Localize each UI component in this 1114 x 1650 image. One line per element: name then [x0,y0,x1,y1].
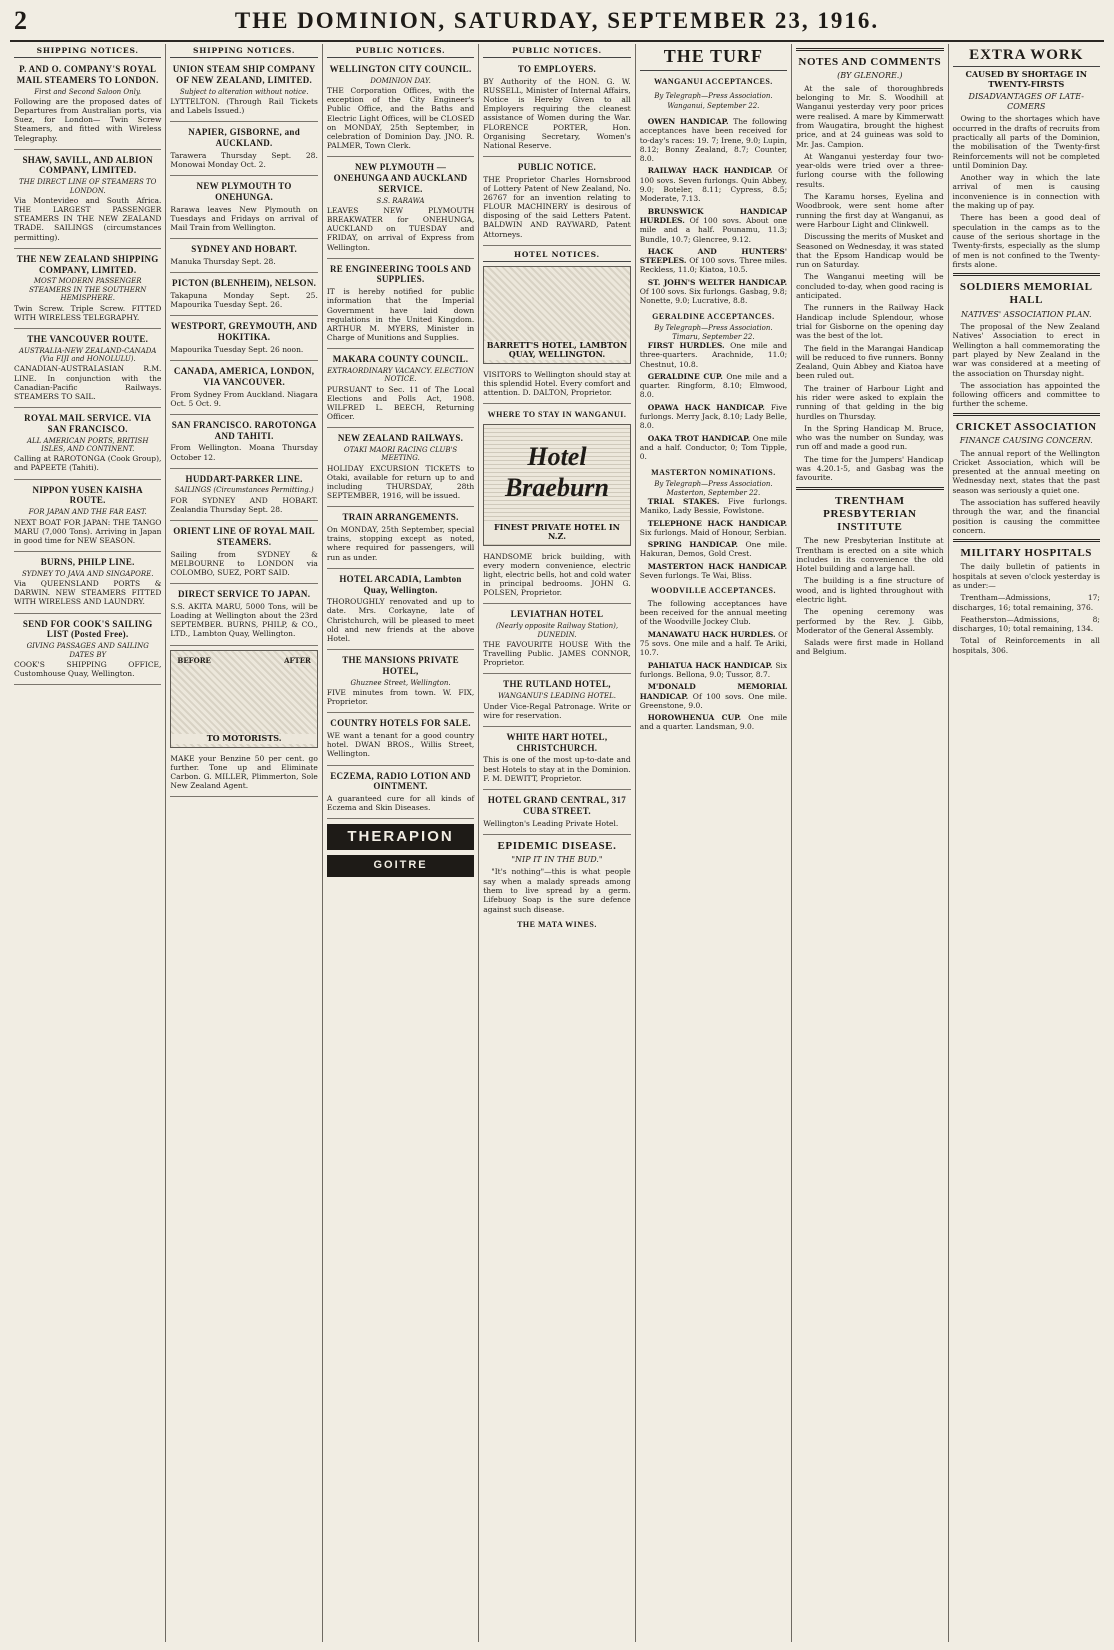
hotel-notices-header: HOTEL NOTICES. [483,248,630,262]
race-event-body: One mile and a quarter. Landsman, 9.0. [639,713,788,732]
notice-ad [170,586,317,645]
ad-body: Wellington's Leading Private Hotel. [483,818,619,828]
notice-ad [483,606,630,674]
article-epidemic [483,840,630,914]
race-event [640,403,787,431]
notice-ad [170,318,317,361]
article-body: "It's nothing"—this is what people say when a malady spreads among them to live spread by a germ. Lifebuoy Soap is the sure defence against such disease. [483,867,631,914]
article-paragraph: The association has appointed the following officers and committee to further the scheme. [952,380,1100,409]
ad-title: MAKARA COUNTY COUNCIL. [332,354,469,365]
race-event [640,713,787,732]
race-event-body: Six furlongs. Maid of Honour, Serbian. [639,527,787,537]
notice-ad [170,124,317,176]
mata-wines-heading: THE MATA WINES. [517,919,597,929]
article-paragraph: The building is a fine structure of wood, and is lighted throughout with electric light. [796,576,944,604]
ad-body: Takapuna Monday Sept. 25. Mapourika Tuesday Sept. 26. [170,290,318,310]
ad-body: THOROUGHLY renovated and up to date. Mrs. Corkayne, late of Christchurch, will be pleased to meet old and new friends at the above Hotel. [326,597,475,643]
race-event-title: GERALDINE CUP. [647,371,723,381]
race-event-body: Of 100 sovs. Six furlongs. Gasbag, 9.8; Nonette, 9.0; Lucrative, 8.8. [639,287,788,306]
illus-before-label: BEFORE [177,655,211,665]
race-event-title: SPRING HANDICAP. [647,540,739,550]
article-paragraph: The field in the Marangai Handicap will be reduced to five runners. Bonny Zealand, Quin Abbey and Kiatoa have been ruled out. [796,343,944,381]
race-event [640,341,787,369]
ad-body: FOR SYDNEY AND HOBART. Zealandia Thursday Sept. 28. [170,495,318,514]
race-event-title: FIRST HURDLES. [647,340,725,350]
ad-title: NIPPON YUSEN KAISHA ROUTE. [32,484,143,506]
ad-title: PUBLIC NOTICE. [517,161,597,172]
motorists-illustration [170,650,317,748]
race-event [640,630,787,658]
race-event [640,247,787,275]
article-title: NOTES AND COMMENTS [798,56,942,68]
article-military-hospitals [953,539,1100,655]
race-event [640,497,787,516]
ad-title: ECZEMA, RADIO LOTION AND OINTMENT. [330,770,471,792]
article-paragraph: The daily bulletin of patients in hospitals at seven o'clock yesterday is as under:— [952,562,1100,590]
ad-title: NAPIER, GISBORNE, and AUCKLAND. [188,127,301,149]
ad-body: HANDSOME brick building, with every modern convenience, electric light, electric bells, hot and cold water in principal bedrooms. JOHN G. POLSEN, Proprietor. [483,551,631,598]
ad-subtitle: S.S. RARAWA [376,196,425,205]
article-title: TRENTHAM PRESBYTERIAN INSTITUTE [823,494,917,534]
ad-body: FIVE minutes from town. W. FIX, Proprietor. [326,688,475,707]
ad-body: HOLIDAY EXCURSION TICKETS to Otaki, available for return up to and including THURSDAY, 28th SEPTEMBER, 1916, will be issued. [326,463,475,501]
notice-ad [170,178,317,239]
ad-title: SEND FOR COOK'S SAILING LIST (Posted Free). [22,618,153,640]
race-event-title: OAKA TROT HANDICAP. [647,433,751,443]
article-paragraph: The time for the Jumpers' Handicap was 4.20.1-5, and Gasbag was the favourite. [796,454,944,483]
ad-barretts-hotel [483,368,630,404]
ad-title: COUNTRY HOTELS FOR SALE. [330,718,471,729]
ad-subtitle: DOMINION DAY. [370,76,431,85]
ad-subtitle: WANGANUI'S LEADING HOTEL. [497,692,616,701]
article-deck: CAUSED BY SHORTAGE IN TWENTY-FIRSTS [965,69,1088,89]
illus-caption: BARRETT'S HOTEL, LAMBTON QUAY, WELLINGTON. [484,341,629,360]
race-event [640,434,787,462]
article-paragraph: The trainer of Harbour Light and his rider were asked to explain the running of that gelding in the big hurdles on Thursday. [796,383,944,421]
ad-title: THE VANCOUVER ROUTE. [27,333,149,344]
notice-ad [327,509,474,568]
woodville-heading: WOODVILLE ACCEPTANCES. [650,586,776,596]
ad-body: From Sydney From Auckland. Niagara Oct. 5 Oct. 9. [170,389,318,408]
ad-title: THE NEW ZEALAND SHIPPING COMPANY, LIMITED. [16,253,159,275]
ad-title: SYDNEY AND HOBART. [191,244,298,255]
geraldine-heading: GERALDINE ACCEPTANCES. [652,311,775,321]
ad-title: WELLINGTON CITY COUNCIL. [329,64,472,74]
ad-subtitle: SYDNEY TO JAVA AND SINGAPORE. [21,569,154,578]
column-header: PUBLIC NOTICES. [483,44,630,58]
notice-ad [170,363,317,415]
ad-title: THE MANSIONS PRIVATE HOTEL, [342,655,459,676]
dateline: Masterton, September 22. [666,488,761,497]
article-paragraph: Owing to the shortages which have occurred in the drafts of recruits from practically all parts of the Dominion, the mobilisation of the Twenty-first Reinforcements will not be completed until Dominion Day. [952,114,1100,170]
article-title: MILITARY HOSPITALS [960,547,1093,560]
race-event-title: TELEPHONE HACK HANDICAP. [647,518,788,528]
notice-ad [327,61,474,157]
ad-subtitle: OTAKI MAORI RACING CLUB'S MEETING. [343,446,458,463]
ad-body: A guaranteed cure for all kinds of Eczema and Skin Diseases. [326,794,475,813]
notice-ad [327,430,474,507]
page-columns [10,44,1104,1642]
page-number: 2 [14,6,27,35]
ad-body: PURSUANT to Sec. 11 of The Local Elections and Polls Act, 1908. WILFRED L. BEECH, Returning Officer. [326,384,475,422]
article-extra-work [953,44,1100,269]
notice-ad [483,729,630,790]
ad-title: TO EMPLOYERS. [517,64,597,74]
ad-motorists [170,752,317,798]
notice-ad [327,571,474,650]
ad-body: BY Authority of the HON. G. W. RUSSELL, Minister of Internal Affairs, Notice is Hereby Given to all Employers requiring the cleanest assistance of Women during the War. FLORENCE PORTER, Hon. Organising Secretary, Women's National Reserve. [483,76,631,150]
ad-title: CANADA, AMERICA, LONDON, VIA VANCOUVER. [173,365,315,387]
notice-ad [327,159,474,258]
ad-title: HOTEL ARCADIA, Lambton Quay, Wellington. [339,573,462,595]
ad-subtitle: EXTRAORDINARY VACANCY. ELECTION NOTICE. [327,366,474,384]
press-credit: By Telegraph—Press Association. [654,324,773,333]
race-event-body: Five furlongs. Merry Jack, 8.10; Lady Belle, 8.0. [639,402,788,431]
ad-body: Twin Screw. Triple Screw. FITTED WITH WIRELESS TELEGRAPHY. [14,303,162,322]
notice-ad [14,331,161,408]
notice-ad [327,261,474,349]
wanganui-dateline [640,89,787,115]
ad-subtitle: THE DIRECT LINE OF STEAMERS TO LONDON. [19,178,157,195]
ad-body: NEXT BOAT FOR JAPAN: THE TANGO MARU (7,000 Tons). Arriving in Japan in good time for NEW SEASON. [14,517,162,545]
race-event-body: Of 100 sovs. Seven furlongs. Quin Abbey, 9.0; Boteler, 8.11; Cypress, 8.5; Moderate, 7.13. [639,166,788,204]
article-trentham [796,487,943,657]
ad-subtitle: MOST MODERN PASSENGER STEAMERS IN THE SOUTHERN HEMISPHERE. [29,277,147,303]
column-header: SHIPPING NOTICES. [14,44,161,58]
notice-ad [170,241,317,273]
ad-body: S.S. AKITA MARU, 5000 Tons, will be Loading at Wellington about the 23rd SEPTEMBER. BURNS, PHILP, & CO., LTD., Lambton Quay, Wellington. [170,601,318,639]
article-cricket [953,413,1100,535]
ad-subtitle: SAILINGS (Circumstances Permitting.) [174,486,314,495]
race-event-body: Of 75 sovs. One mile and a half. Te Ariki, 10.7. [639,629,788,658]
article-paragraph: The annual report of the Wellington Cricket Association, which will be presented at the annual meeting on Wednesday next, states that the past season was seriously a quiet one. [952,448,1100,495]
ad-title: THE RUTLAND HOTEL, [503,679,611,690]
race-event [640,661,787,680]
article-paragraph: The Karamu horses, Eyelina and Woodbrook, were sent home after running the first day at Wanganui, as were Harbour Light and Clinkwell. [796,192,944,229]
ad-body: COOK'S SHIPPING OFFICE, Customhouse Quay, Wellington. [14,660,162,679]
notice-ad [483,61,630,157]
article-paragraph: The opening ceremony was performed by the Rev. J. Gibb, Moderator of the General Assembly. [796,607,944,635]
ad-title: P. AND O. COMPANY'S ROYAL MAIL STEAMERS TO LONDON. [16,64,159,85]
race-event [640,519,787,538]
ad-body: MAKE your Benzine 50 per cent. go further. Tone up and Eliminate Carbon. G. MILLER, Plimmerton, Sole New Zealand Agent. [170,753,318,790]
notice-ad [14,554,161,614]
ad-title: WESTPORT, GREYMOUTH, AND HOKITIKA. [171,321,318,342]
press-credit: By Telegraph—Press Association. [654,92,773,101]
article-paragraph: There has been a good deal of speculation in the camps as to the cause of the serious shortage in the Twenty-firsts, especially as the slump of men is not confined to the Twenty-firsts alone. [952,213,1100,269]
column-header: PUBLIC NOTICES. [327,44,474,58]
article-deck: "NIP IT IN THE BUD." [511,854,603,864]
masterton-heading: MASTERTON NOMINATIONS. [651,467,776,477]
article-title: CRICKET ASSOCIATION [955,420,1097,433]
race-event-title: BRUNSWICK HANDICAP HURDLES. [639,206,788,225]
ad-subtitle: ALL AMERICAN PORTS, BRITISH ISLES, AND CONTINENT. [26,436,149,453]
therapion-logo: THERAPION [327,824,474,850]
wanganui-acceptances-heading: WANGANUI ACCEPTANCES. [653,76,773,86]
article-notes-and-comments [796,48,943,483]
dateline: Timaru, September 22. [672,332,755,341]
ad-title: LEVIATHAN HOTEL [510,609,604,620]
article-paragraph: The Wanganui meeting will be concluded to-day, when good racing is anticipated. [796,272,944,301]
ad-title: BURNS, PHILP LINE. [40,557,135,568]
notice-ad [327,652,474,713]
notice-ad [483,792,630,835]
ad-subtitle: Subject to alteration without notice. [179,87,309,96]
ad-body: WE want a tenant for a good country hotel. DWAN BROS., Willis Street, Wellington. [326,731,475,759]
ad-body: THE FAVOURITE HOUSE With the Travelling Public. JAMES CONNOR, Proprietor. [483,640,631,668]
race-event-title: OWEN HANDICAP. [647,116,729,126]
rule [796,48,943,51]
column-turf [636,44,792,1642]
column-public-notices-2 [479,44,635,1642]
ad-title: WHITE HART HOTEL, CHRISTCHURCH. [506,731,608,753]
notice-ad [170,275,317,316]
ad-subtitle: First and Second Saloon Only. [34,87,142,96]
race-event-body: Six furlongs. Bellona, 9.0; Tussor, 8.7. [639,660,788,679]
ad-braeburn [483,550,630,605]
race-event-body: Seven furlongs. Te Wai, Bliss. [639,571,752,580]
column-shipping-2 [166,44,322,1642]
notice-ad [14,152,161,249]
race-event [640,372,787,400]
ad-title: HUDDART-PARKER LINE. [185,473,303,484]
ad-title: NEW PLYMOUTH — ONEHUNGA AND AUCKLAND SERVICE. [333,162,468,194]
article-title: EXTRA WORK [953,44,1100,67]
article-byline: (BY GLENORE.) [837,71,903,81]
ad-body: Following are the proposed dates of Departures from Australian ports, via Suez, for London— Twin Screw Steamers, and fitted with Wireless Telegraphy. [14,96,162,143]
race-event-title: M'DONALD MEMORIAL HANDICAP. [639,682,788,701]
ad-body: THE Proprietor Charles Hornsbrood of Lottery Patent of New Zealand, No. 26767 for an invention relating to FLOUR MACHINERY is desirous of disposing of the said Letters Patent. BALDWIN AND RAYWARD, Patent Attorneys. [483,174,631,239]
notice-ad [14,251,161,329]
masthead [0,0,1114,36]
race-event-body: Of 100 sovs. Three miles. Reckless, 11.0; Kiatoa, 10.5. [639,256,788,275]
ad-body: Calling at RAROTONGA (Cook Group), and PAPEETE (Tahiti). [14,454,162,473]
notice-ad [14,61,161,150]
press-credit: By Telegraph—Press Association. [654,480,773,489]
ad-body: LEAVES NEW PLYMOUTH BREAKWATER for ONEHUNGA, AUCKLAND on TUESDAY and FRIDAY, on arrival of Express from Wellington. [326,205,475,252]
article-paragraph: Trentham—Admissions, 17; discharges, 16; total remaining, 376. [952,593,1100,612]
ad-body: On MONDAY, 25th September, special trains, stopping except as noted, where required for passengers, will run as under. [326,525,475,562]
article-paragraph: The association has suffered heavily through the war, and the financial position is causing the committee concern. [952,498,1100,535]
newspaper-title: THE DOMINION, SATURDAY, SEPTEMBER 23, 1916. [234,8,880,33]
illus-after-label: AFTER [284,655,311,665]
article-title: SOLDIERS MEMORIAL HALL [959,281,1093,307]
ad-body: LYTTELTON. (Through Rail Tickets and Labels Issued.) [170,96,318,116]
article-title: EPIDEMIC DISEASE. [497,839,617,852]
ad-title: ROYAL MAIL SERVICE. VIA SAN FRANCISCO. [24,412,152,434]
ad-title: UNION STEAM SHIP COMPANY OF NEW ZEALAND, LIMITED. [172,64,316,85]
masthead-rule [10,40,1104,42]
notice-ad [14,482,161,552]
race-event-body: One mile and three-quarters. Arachnide, 11.0; Chestnut, 10.8. [639,340,788,369]
race-event-body: One mile. Hakuran, Demos, Gold Crest. [639,540,788,559]
article-paragraph: Total of Reinforcements in all hospitals, 306. [952,636,1100,655]
race-event-title: OPAWA HACK HANDICAP. [647,402,765,412]
article-deck: FINANCE CAUSING CONCERN. [959,435,1093,445]
race-event-body: Of 100 sovs. One mile. Greenstone, 9.0. [639,691,788,710]
ad-subtitle: Ghuznee Street, Wellington. [350,678,451,687]
race-event-title: MANAWATU HACK HURDLES. [647,629,776,639]
article-paragraph: The proposal of the New Zealand Natives' Association to erect in Wellington a hall commemorating the part played by New Zealand in the war was considered at a meeting of the association on Thursday night. [952,322,1100,378]
article-paragraph: At the sale of thoroughbreds belonging to Mr. S. Woodhill at Wanganui yesterday very poor prices were realised. A mare by Kimmerwatt from Waugatira, brought the highest price, and at 24 guineas was sold to Mr. Jas. Campion. [796,83,944,149]
race-event [640,540,787,559]
ad-body: Mapourika Tuesday Sept. 26 noon. [170,344,304,354]
ad-body: IT is hereby notified for public information that the Imperial Government have laid down regulations in the United Kingdom. ARTHUR M. MYERS, Minister in Charge of Munitions and Supplies. [326,287,475,342]
ad-body: THE Corporation Offices, with the exception of the City Engineer's Public Office, and the Baths and Electric Light Offices, will be CLOSED on MONDAY, 25th September, in celebration of Dominion Day. JNO. R. PALMER, Town Clerk. [326,86,475,151]
ad-body: Manuka Thursday Sept. 28. [170,256,276,266]
ad-subtitle: AUSTRALIA-NEW ZEALAND-CANADA (Via FIJI and HONOLULU). [18,346,157,363]
notice-ad [483,676,630,726]
ad-body: CANADIAN-AUSTRALASIAN R.M. LINE. In conjunction with the Canadian-Pacific Railways. STEAMERS TO SAIL. [14,364,162,401]
notice-ad [170,61,317,122]
ad-body: Under Vice-Regal Patronage. Write or wire for reservation. [483,701,631,720]
race-event-title: ST. JOHN'S WELTER HANDICAP. [647,277,788,287]
race-event-body: Five furlongs. Maniko, Lady Bessie, Fowlstone. [639,496,788,516]
race-event-title: HACK AND HUNTERS' STEEPLES. [639,246,788,266]
ad-body: From Wellington. Moana Thursday October 12. [170,443,318,462]
ad-body: Tarawera Thursday Sept. 28. Monowai Monday Oct. 2. [170,150,318,169]
race-event [640,682,787,710]
ad-title: SAN FRANCISCO. RAROTONGA AND TAHITI. [171,419,317,441]
notice-ad [14,410,161,480]
race-event [640,278,787,306]
ad-title: SHAW, SAVILL, AND ALBION COMPANY, LIMITED. [22,154,153,176]
race-event-title: PAHIATUA HACK HANDICAP. [647,660,773,670]
article-deck: NATIVES' ASSOCIATION PLAN. [960,309,1092,319]
column-header: SHIPPING NOTICES. [170,44,317,58]
article-paragraph: Salads were first made in Holland and Belgium. [796,638,944,657]
article-soldiers-memorial [953,273,1100,409]
notice-ad [483,159,630,246]
article-paragraph: The new Presbyterian Institute at Trentham is erected on a site which includes in its convenience the old Hotel building and a large hall. [796,536,944,574]
race-event-body: One mile and a quarter. Ringform, 8.10; Elmwood, 8.0. [639,371,788,400]
braeburn-script-title: Hotel Braeburn [504,441,609,502]
race-event [640,207,787,244]
race-event-title: RAILWAY HACK HANDICAP. [647,166,773,176]
article-paragraph: Another way in which the late arrival of men is causing inconvenience is in connection with the making up of pay. [952,173,1100,211]
ad-title: NEW ZEALAND RAILWAYS. [337,433,464,444]
rule [953,273,1100,276]
race-event [640,562,787,581]
illus-caption: TO MOTORISTS. [171,734,316,744]
woodville-intro: The following acceptances have been received for the annual meeting of the Woodville Jockey Club. [639,598,788,627]
ad-title: TRAIN ARRANGEMENTS. [342,512,459,523]
ad-body: Sailing from SYDNEY & MELBOURNE to LONDON via COLOMBO, SUEZ, PORT SAID. [170,549,318,577]
article-paragraph: Featherston—Admissions, 8; discharges, 10; total remaining, 134. [952,614,1100,634]
ad-title: NEW PLYMOUTH TO ONEHUNGA. [196,181,292,202]
notice-ad [327,351,474,428]
ad-subtitle: FOR JAPAN AND THE FAR EAST. [28,508,147,517]
article-paragraph: In the Spring Handicap M. Bruce, who was the number on Sunday, was run off and made a good run. [796,423,944,452]
article-deck-2: DISADVANTAGES OF LATE-COMERS [968,92,1084,111]
ad-body: Rarawa leaves New Plymouth on Tuesdays and Fridays on arrival of Mail Train from Wellington. [170,204,318,233]
illus-caption: FINEST PRIVATE HOTEL IN N.Z. [484,523,629,542]
rule [953,413,1100,416]
ad-body: This is one of the most up-to-date and best Hotels to stay at in the Dominion. F. M. DEWITT, Proprietor. [483,755,631,783]
ad-title: HOTEL GRAND CENTRAL, 317 CUBA STREET. [487,794,627,816]
barretts-hotel-illustration [483,266,630,364]
race-event [640,117,787,163]
rule [796,487,943,490]
ad-title: DIRECT SERVICE TO JAPAN. [178,589,311,600]
dateline: Wanganui, September 22. [667,101,760,110]
article-paragraph: At Wanganui yesterday four two-year-olds were tried over a three-furlong course with the following results. [796,151,944,189]
notice-ad [170,471,317,521]
ad-body: Via Montevideo and South Africa. THE LARGEST PASSENGER STEAMERS IN THE NEW ZEALAND TRADE. SAILINGS (circumstances permitting). [14,196,162,242]
rule [953,539,1100,542]
article-paragraph: Discussing the merits of Musket and Seasoned on Wednesday, it was stated that the Epsom Handicap would be run on Saturday. [796,232,944,270]
race-event-body: The following acceptances have been received for to-day's races: 19. 7; Irene, 9.0; Lupin, 8.12; Bonny Zealand, 8.7; Counter, 8.0. [639,116,788,164]
race-event-body: One mile and a half. Conductor, 0; Tom Tipple, 0. [639,433,788,462]
ad-title: PICTON (BLENHEIM), NELSON. [172,278,317,289]
ad-title: RE ENGINEERING TOOLS AND SUPPLIES. [329,263,472,285]
where-to-stay-heading: WHERE TO STAY IN WANGANUI. [487,410,627,420]
race-event-title: HOROWHENUA CUP. [647,713,742,723]
ad-body: Via QUEENSLAND PORTS & DARWIN. NEW STEAMERS FITTED WITH WIRELESS AND LAUNDRY. [14,579,162,607]
braeburn-hotel-illustration [483,424,630,546]
notice-ad [170,417,317,469]
ad-body: VISITORS to Wellington should stay at this splendid Hotel. Every comfort and attention. D. DALTON, Proprietor. [483,369,631,397]
notice-ad [327,768,474,820]
column-notes [792,44,948,1642]
turf-header: THE TURF [640,44,787,71]
column-news [949,44,1104,1642]
ad-title: ORIENT LINE OF ROYAL MAIL STEAMERS. [173,526,315,547]
article-paragraph: The runners in the Railway Hack Handicap include Splendour, whose trial for Gisborne on the opening day was the best of the lot. [796,303,944,341]
column-public-notices-1 [323,44,479,1642]
column-shipping-1 [10,44,166,1642]
race-event-title: MASTERTON HACK HANDICAP. [647,561,788,571]
race-event-title: TRIAL STAKES. [647,496,720,506]
notice-ad [170,523,317,584]
ad-subtitle: GIVING PASSAGES AND SAILING DATES BY [26,642,149,659]
ad-subtitle: (Nearly opposite Railway Station), DUNEDIN. [495,622,619,639]
race-event-body: Of 100 sovs. About one mile and a half. Pounamu, 11.3; Bundle, 10.7; Glencree, 9.12. [639,215,788,244]
race-event [640,166,787,203]
goitre-logo: GOITRE [327,855,474,876]
notice-ad [14,616,161,686]
notice-ad [327,715,474,765]
